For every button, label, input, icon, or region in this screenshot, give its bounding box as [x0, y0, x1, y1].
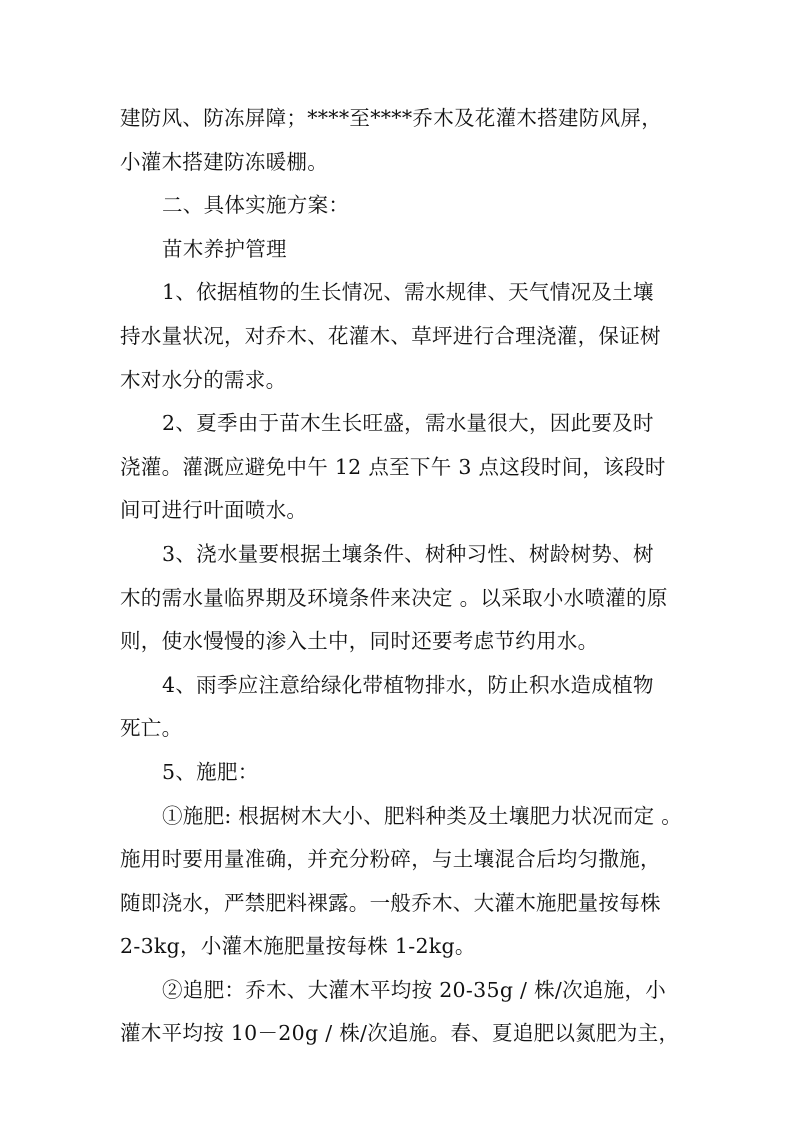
text-line: 建防风、防冻屏障；****至****乔木及花灌木搭建防风屏， — [120, 106, 662, 130]
text-line: 小灌木搭建防冻暖棚。 — [120, 149, 328, 174]
text-line: 木对水分的需求。 — [120, 367, 287, 392]
text-line: ②追肥：乔木、大灌木平均按 20-35g / 株/次追施，小 — [162, 977, 667, 1002]
text-line: 则，使水慢慢的渗入土中，同时还要考虑节约用水。 — [120, 629, 599, 654]
text-line: 3、浇水量要根据土壤条件、树种习性、树龄树势、树 — [162, 541, 654, 566]
text-line: 木的需水量临界期及环境条件来决定 。以采取小水喷灌的原 — [120, 585, 668, 610]
text-line: ①施肥: 根据树木大小、肥料种类及土壤肥力状况而定 。 — [162, 803, 683, 828]
text-line: 2-3kg，小灌木施肥量按每株 1-2kg。 — [120, 934, 476, 959]
text-line: 死亡。 — [120, 716, 183, 741]
text-line: 持水量状况，对乔木、花灌木、草坪进行合理浇灌，保证树 — [120, 323, 661, 348]
text-line: 浇灌。灌溉应避免中午 12 点至下午 3 点这段时间，该段时 — [120, 454, 666, 479]
text-line: 4、雨季应注意给绿化带植物排水，防止积水造成植物 — [162, 672, 654, 697]
text-line: 2、夏季由于苗木生长旺盛，需水量很大，因此要及时 — [162, 411, 654, 436]
text-line: 施用时要用量准确，并充分粉碎，与土壤混合后均匀撒施， — [120, 847, 661, 872]
text-line: 随即浇水，严禁肥料裸露。一般乔木、大灌木施肥量按每株 — [120, 890, 661, 915]
text-line: 苗木养护管理 — [162, 236, 287, 261]
text-line: 灌木平均按 10－20g / 株/次追施。春、夏追肥以氮肥为主， — [120, 1021, 680, 1046]
text-line: 1、依据植物的生长情况、需水规律、天气情况及土壤 — [162, 280, 654, 305]
text-line: 5、施肥： — [162, 759, 259, 784]
body-text — [120, 97, 690, 1056]
text-line: 间可进行叶面喷水。 — [120, 498, 308, 523]
text-line: 二、具体实施方案： — [162, 193, 350, 218]
